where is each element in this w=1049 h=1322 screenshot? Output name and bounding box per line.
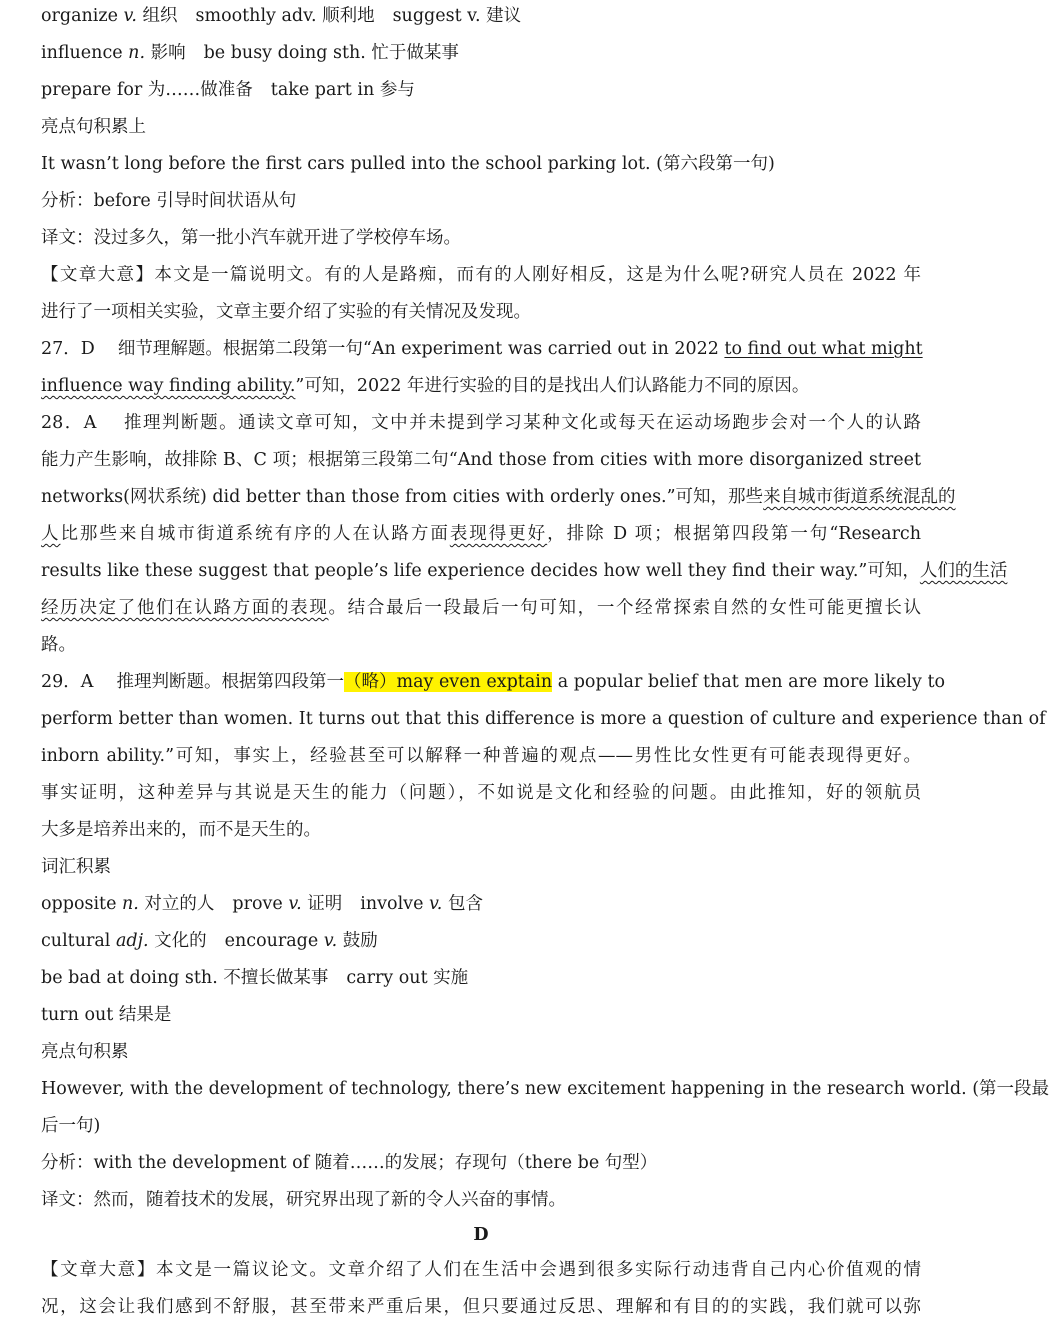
section-heading: 亮点句积累上 [41, 117, 146, 137]
vocab-line: turn out 结果是 [41, 1005, 172, 1025]
vocab-line: organize v. 组织 smoothly adv. 顺利地 suggest v. 建议 [41, 6, 522, 26]
answer-28: 经历决定了他们在认路方面的表现。结合最后一段最后一句可知，一个经常探索自然的女性可能更擅长认 [41, 598, 921, 618]
highlight-sentence: 后一句) [41, 1116, 101, 1136]
answer-28: 人比那些来自城市街道系统有序的人在认路方面表现得更好，排除 D 项；根据第四段第一句“Research [41, 524, 922, 544]
highlight-sentence: However, with the development of technology, there’s new excitement happening in the research world. (第一段最 [41, 1079, 1049, 1099]
sentence-analysis: 分析：before 引导时间状语从句 [41, 191, 297, 211]
answer-29: 29．A 推理判断题。根据第四段第一（略）may even exptain a popular belief that men are more likely to [41, 672, 946, 692]
article-summary: 【文章大意】本文是一篇说明文。有的人是路痴，而有的人刚好相反，这是为什么呢?研究人员在 2022 年 [41, 265, 921, 285]
answer-29: 大多是培养出来的，而不是天生的。 [41, 820, 321, 840]
answer-28: 能力产生影响，故排除 B、C 项；根据第三段第二句“And those from cities with more disorganized street [41, 450, 921, 470]
section-label: D [473, 1225, 489, 1245]
section-heading: 词汇积累 [41, 857, 111, 877]
answer-28: networks(网状系统) did better than those from cities with orderly ones.”可知，那些来自城市街道系统混乱的 [41, 487, 956, 507]
highlight-sentence: It wasn’t long before the first cars pulled into the school parking lot. (第六段第一句) [41, 154, 775, 174]
article-summary: 况，这会让我们感到不舒服，甚至带来严重后果，但只要通过反思、理解和有目的的实践，我们就可以弥 [41, 1297, 921, 1317]
sentence-analysis: 分析：with the development of 随着……的发展；存现句（there be 句型） [41, 1153, 658, 1173]
article-summary: 进行了一项相关实验，文章主要介绍了实验的有关情况及发现。 [41, 302, 531, 322]
answer-29: inborn ability.”可知，事实上，经验甚至可以解释一种普遍的观点——男性比女性更有可能表现得更好。 [41, 746, 921, 766]
vocab-line: be bad at doing sth. 不擅长做某事 carry out 实施 [41, 968, 469, 988]
answer-29: perform better than women. It turns out that this difference is more a question of culture and experience than of [41, 709, 1046, 729]
answer-27: influence way finding ability.”可知，2022 年进行实验的目的是找出人们认路能力不同的原因。 [41, 376, 810, 396]
answer-28: results like these suggest that people’s life experience decides how well they find their way.”可知，人们的生活 [41, 561, 1008, 581]
answer-29: 事实证明，这种差异与其说是天生的能力（问题），不如说是文化和经验的问题。由此推知，好的领航员 [41, 783, 921, 803]
answer-27: 27．D 细节理解题。根据第二段第一句“An experiment was carried out in 2022 to find out what might [41, 339, 923, 359]
sentence-translation: 译文：然而，随着技术的发展，研究界出现了新的令人兴奋的事情。 [41, 1190, 566, 1210]
article-summary: 【文章大意】本文是一篇议论文。文章介绍了人们在生活中会遇到很多实际行动违背自己内心价值观的情 [41, 1260, 921, 1280]
section-heading: 亮点句积累 [41, 1042, 129, 1062]
answer-28: 28．A 推理判断题。通读文章可知，文中并未提到学习某种文化或每天在运动场跑步会对一个人的认路 [41, 413, 921, 433]
sentence-translation: 译文：没过多久，第一批小汽车就开进了学校停车场。 [41, 228, 461, 248]
vocab-line: cultural adj. 文化的 encourage v. 鼓励 [41, 931, 378, 951]
vocab-line: prepare for 为……做准备 take part in 参与 [41, 80, 415, 100]
vocab-line: influence n. 影响 be busy doing sth. 忙于做某事 [41, 43, 459, 63]
vocab-line: opposite n. 对立的人 prove v. 证明 involve v. 包含 [41, 894, 483, 914]
highlighted-text: （略）may even exptain [343, 672, 553, 692]
answer-28: 路。 [41, 635, 76, 655]
